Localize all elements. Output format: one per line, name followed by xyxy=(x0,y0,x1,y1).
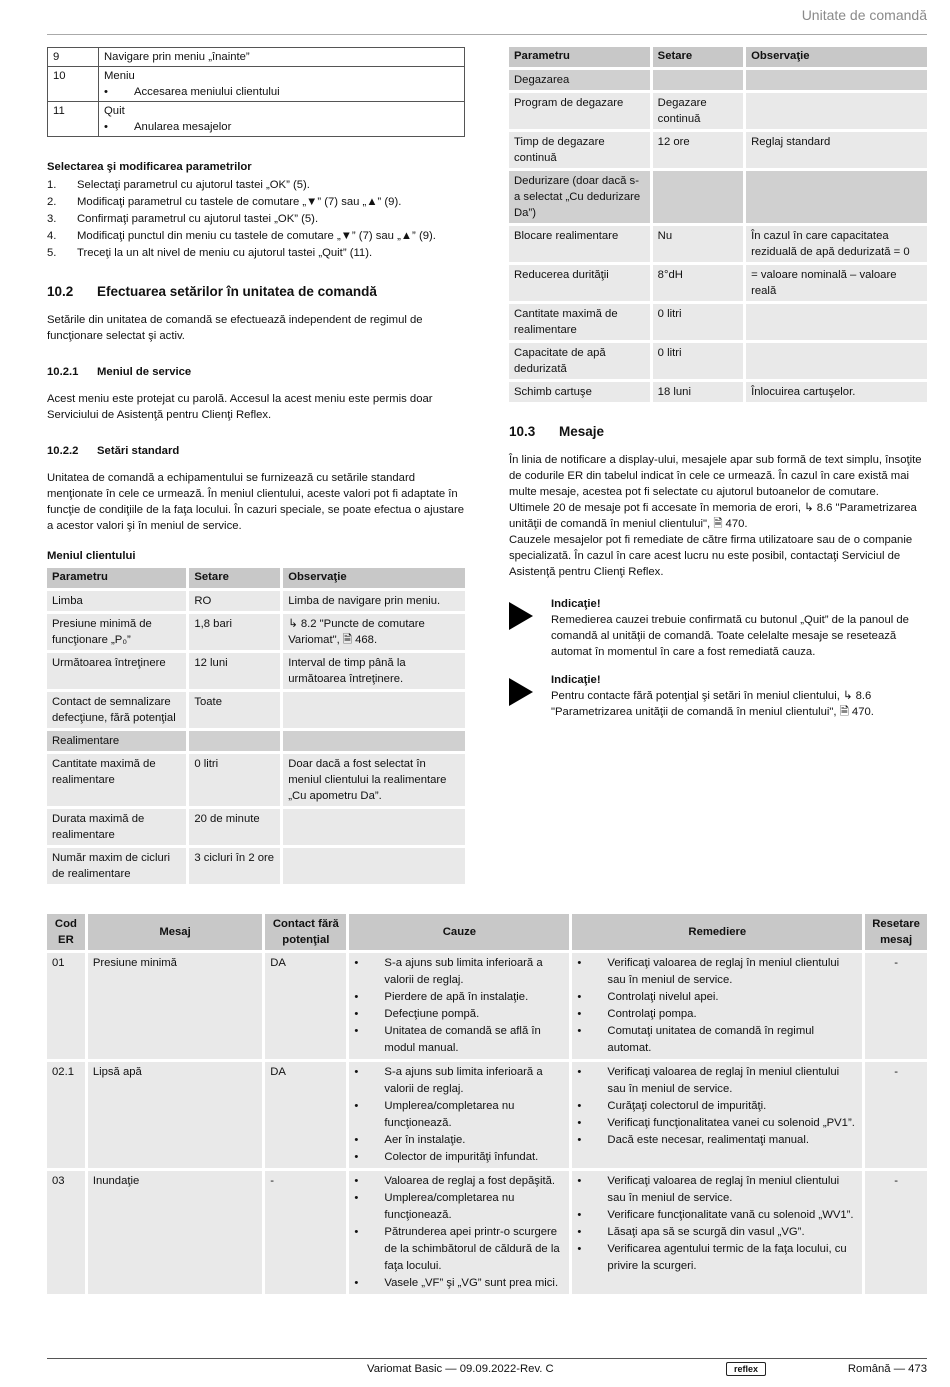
causes-cell xyxy=(349,1171,569,1294)
table-row xyxy=(47,614,465,650)
bullet: • xyxy=(577,957,582,969)
causes-cell xyxy=(349,953,569,1059)
reset-value: - xyxy=(865,1171,927,1294)
table-cell: 0 litri xyxy=(653,304,743,340)
bullet: • xyxy=(577,1226,582,1238)
bullet: • xyxy=(354,1025,359,1037)
table-cell xyxy=(189,731,280,751)
table-subheader-row xyxy=(47,731,465,751)
section-10-2-1-text: Acest meniu este protejat cu parolă. Accesul la acest meniu este permis doar Serviciului de Asistenţă pentru Clienţi Reflex. xyxy=(47,393,433,421)
reset-value: - xyxy=(865,953,927,1059)
list-item xyxy=(354,1275,564,1292)
error-code: 02.1 xyxy=(47,1062,85,1168)
causes-cell xyxy=(349,1062,569,1168)
table-cell: Doar dacă a fost selectat în meniul clientului la realimentare „Cu apometru Da”. xyxy=(283,754,465,806)
causes-list xyxy=(354,955,564,1057)
message-text: Presiune minimă xyxy=(88,953,262,1059)
error-code: 01 xyxy=(47,953,85,1059)
fixes-list xyxy=(577,1064,857,1149)
table-cell: Înlocuirea cartuşelor. xyxy=(746,382,927,402)
section-10-3-heading xyxy=(509,424,927,440)
table-row xyxy=(47,692,465,728)
list-item xyxy=(577,1006,857,1023)
table-cell: 18 luni xyxy=(653,382,743,402)
bullet: • xyxy=(354,1175,359,1187)
list-item xyxy=(354,955,564,989)
table-cell: Cantitate maximă de realimentare xyxy=(47,754,186,806)
client-menu-table xyxy=(44,565,468,887)
list-item xyxy=(577,1132,857,1149)
list-item xyxy=(354,1098,564,1132)
list-item-text: Lăsaţi apa să se scurgă din vasul „VG”. xyxy=(607,1226,805,1238)
table-cell xyxy=(283,809,465,845)
list-item-text: Verificaţi valoarea de reglaj în meniul clientului sau în meniul de service. xyxy=(607,1066,840,1095)
column-header: Setare xyxy=(189,568,280,588)
bullet: • xyxy=(354,1277,359,1289)
bullet: • xyxy=(577,1025,582,1037)
table-cell: Număr maxim de cicluri de realimentare xyxy=(47,848,186,884)
bullet: • xyxy=(577,1117,582,1129)
table-subheader-row xyxy=(509,70,927,90)
bullet: • xyxy=(354,1008,359,1020)
table-cell: Dedurizare (doar dacă s-a selectat „Cu dedurizare Da”) xyxy=(509,171,650,223)
section-10-2-2-text: Unitatea de comandă a echipamentului se furnizează cu setările standard menţionate în cele ce urmează. În meniul clientului, aceste valori pot fi adaptate în funcţie de condiţiile de la faţa locului. În cazuri speciale, se poate efectua o ajustare a acestor valori şi în meniul de service. xyxy=(47,472,464,532)
message-text: Inundaţie xyxy=(88,1171,262,1294)
list-item-text: Pierdere de apă în instalaţie. xyxy=(384,991,529,1003)
client-menu-title: Meniul clientului xyxy=(47,550,136,562)
table-cell: Timp de degazare continuă xyxy=(509,132,650,168)
list-item-text: Pătrunderea apei printr-o scurgere de la schimbătorul de căldură de la faţa locului. xyxy=(384,1226,560,1272)
bullet: • xyxy=(354,1066,359,1078)
steps-list xyxy=(47,177,465,262)
note-box xyxy=(509,596,927,660)
step-item xyxy=(47,228,465,245)
step-item xyxy=(47,211,465,228)
list-item xyxy=(577,1023,857,1057)
list-item-text: Vasele „VF” şi „VG” sunt prea mici. xyxy=(384,1277,559,1289)
step-text: Treceţi la un alt nivel de meniu cu ajutorul tastei „Quit” (11). xyxy=(77,247,373,259)
table-cell: Durata maximă de realimentare xyxy=(47,809,186,845)
column-header: Contact fără potenţial xyxy=(265,914,346,950)
table-row xyxy=(509,343,927,379)
table-cell: RO xyxy=(189,591,280,611)
messages-table-wrap xyxy=(47,914,927,1294)
bullet: • xyxy=(354,1100,359,1112)
contact-value: DA xyxy=(265,953,346,1059)
column-header: Cauze xyxy=(349,914,569,950)
table-cell: Capacitate de apă dedurizată xyxy=(509,343,650,379)
list-item xyxy=(577,1064,857,1098)
table-cell xyxy=(283,692,465,728)
table-cell: 20 de minute xyxy=(189,809,280,845)
list-item-text: Verificare funcţionalitate vană cu solenoid „WV1”. xyxy=(607,1209,854,1221)
table-cell: Degazare continuă xyxy=(653,93,743,129)
running-header: Unitate de comandă xyxy=(801,7,927,23)
step-text: Modificaţi parametrul cu tastele de comutare „▼” (7) sau „▲” (9). xyxy=(77,196,402,208)
contact-value: DA xyxy=(265,1062,346,1168)
list-item-text: Unitatea de comandă se află în modul manual. xyxy=(384,1025,541,1054)
table-cell: Nu xyxy=(653,226,743,262)
list-item-text: S-a ajuns sub limita inferioară a valorii de reglaj. xyxy=(384,1066,543,1095)
note-title: Indicaţie! xyxy=(551,674,601,686)
table-cell: 0 litri xyxy=(189,754,280,806)
note-text: Pentru contacte fără potenţial şi setări în meniul clientului, ↳ 8.6 "Parametrizarea unităţii de comandă în meniul clientului", 🗎 470. xyxy=(551,690,874,718)
key-table xyxy=(47,47,465,137)
messages-paragraph-3: Cauzele mesajelor pot fi remediate de către firma utilizatoare sau de o companie specializată. În cazul în care acest lucru nu este posibil, contactaţi Serviciul de Asistenţă pentru Clienţi Reflex. xyxy=(509,534,913,578)
arrow-icon xyxy=(509,672,551,720)
section-10-2-heading xyxy=(47,284,465,300)
list-item-text: Aer în instalaţie. xyxy=(384,1134,466,1146)
table-cell xyxy=(283,848,465,884)
step-item xyxy=(47,177,465,194)
table-cell: Interval de timp până la următoarea întreţinere. xyxy=(283,653,465,689)
step-text: Modificaţi punctul din meniu cu tastele de comutare „▼” (7) sau „▲” (9). xyxy=(77,230,436,242)
messages-table xyxy=(44,911,930,1297)
table-cell xyxy=(746,304,927,340)
list-item-text: Controlaţi nivelul apei. xyxy=(607,991,719,1003)
key-sub-text: Anularea mesajelor xyxy=(134,121,232,133)
bullet: • xyxy=(577,1175,582,1187)
section-title: Mesaje xyxy=(559,424,605,439)
bullet: • xyxy=(354,957,359,969)
section-10-2-text: Setările din unitatea de comandă se efectuează independent de regimul de funcţionare selectat şi activ. xyxy=(47,314,423,342)
column-header: Setare xyxy=(653,47,743,67)
list-item-text: S-a ajuns sub limita inferioară a valorii de reglaj. xyxy=(384,957,543,986)
table-cell: 8°dH xyxy=(653,265,743,301)
message-text: Lipsă apă xyxy=(88,1062,262,1168)
bullet: • xyxy=(104,121,108,133)
table-row xyxy=(509,226,927,262)
list-item xyxy=(354,989,564,1006)
table-cell xyxy=(746,343,927,379)
table-cell: Schimb cartuşe xyxy=(509,382,650,402)
column-header: Parametru xyxy=(47,568,186,588)
causes-list xyxy=(354,1173,564,1292)
list-item xyxy=(577,1098,857,1115)
list-item-text: Colector de impurităţi înfundat. xyxy=(384,1151,539,1163)
table-cell: 12 ore xyxy=(653,132,743,168)
degassing-table xyxy=(506,44,930,405)
footer-rule xyxy=(47,1358,927,1359)
list-item-text: Valoarea de reglaj a fost depăşită. xyxy=(384,1175,556,1187)
key-sub-text: Accesarea meniului clientului xyxy=(134,86,280,98)
list-item xyxy=(354,1132,564,1149)
table-row xyxy=(47,809,465,845)
list-item xyxy=(354,1006,564,1023)
list-item xyxy=(354,1064,564,1098)
list-item xyxy=(577,1207,857,1224)
note-text: Remedierea cauzei trebuie confirmată cu butonul „Quit” de la panoul de comandă al unităţii de comandă. Toate celelalte mesaje se resetează automat în momentul în care a fost remediată cauza. xyxy=(551,614,909,658)
step-item xyxy=(47,194,465,211)
key-sub-item xyxy=(104,119,459,135)
table-cell xyxy=(653,70,743,90)
table-header-row xyxy=(509,47,927,67)
key-number: 9 xyxy=(48,48,99,67)
fixes-cell xyxy=(572,1062,862,1168)
list-item xyxy=(354,1224,564,1275)
section-title: Efectuarea setărilor în unitatea de comandă xyxy=(97,284,377,299)
table-cell: Contact de semnalizare defecţiune, fără potenţial xyxy=(47,692,186,728)
bullet: • xyxy=(354,1226,359,1238)
column-header: Cod ER xyxy=(47,914,85,950)
right-column xyxy=(509,47,927,720)
note-box xyxy=(509,672,927,720)
messages-paragraph-1: În linia de notificare a display-ului, mesajele apar sub formă de text simplu, însoţite de codurile ER din tabelul indicat în cele ce urmează. În cazul în care există mai multe mesaje, acestea pot fi selectate cu ajutorul butoanelor de comutare. xyxy=(509,454,922,498)
section-number: 10.3 xyxy=(509,424,536,439)
step-item xyxy=(47,245,465,262)
table-cell xyxy=(653,171,743,223)
column-header: Remediere xyxy=(572,914,862,950)
key-description xyxy=(99,102,465,137)
list-item xyxy=(354,1173,564,1190)
table-cell: Presiune minimă de funcţionare „P₀” xyxy=(47,614,186,650)
table-row xyxy=(509,304,927,340)
list-item-text: Verificarea agentului termic de la faţa locului, cu privire la scurgeri. xyxy=(607,1243,847,1272)
section-title: Setări standard xyxy=(97,445,180,457)
table-row xyxy=(47,591,465,611)
bullet: • xyxy=(104,86,108,98)
bullet: • xyxy=(577,1243,582,1255)
reset-value: - xyxy=(865,1062,927,1168)
table-cell: Reducerea durităţii xyxy=(509,265,650,301)
table-row xyxy=(47,754,465,806)
column-header: Observaţie xyxy=(283,568,465,588)
bullet: • xyxy=(577,1066,582,1078)
table-cell: Limba de navigare prin meniu. xyxy=(283,591,465,611)
list-item xyxy=(577,1224,857,1241)
fixes-list xyxy=(577,1173,857,1275)
key-label: Quit xyxy=(104,105,125,117)
bullet: • xyxy=(354,1151,359,1163)
bullet: • xyxy=(354,991,359,1003)
column-header: Parametru xyxy=(509,47,650,67)
list-item xyxy=(354,1190,564,1224)
table-cell xyxy=(746,171,927,223)
bullet: • xyxy=(577,1008,582,1020)
table-cell xyxy=(283,731,465,751)
table-row xyxy=(47,953,927,1059)
list-item-text: Verificaţi valoarea de reglaj în meniul clientului sau în meniul de service. xyxy=(607,957,840,986)
bullet: • xyxy=(577,991,582,1003)
key-sub-item xyxy=(104,84,459,100)
column-header: Observaţie xyxy=(746,47,927,67)
step-number: 4. xyxy=(47,230,57,242)
list-item xyxy=(354,1023,564,1057)
contact-value: - xyxy=(265,1171,346,1294)
key-label: Navigare prin meniu „înainte” xyxy=(104,51,250,63)
select-title: Selectarea şi modificarea parametrilor xyxy=(47,161,252,173)
key-description xyxy=(99,48,465,67)
key-row xyxy=(48,48,465,67)
table-cell: = valoare nominală – valoare reală xyxy=(746,265,927,301)
reflex-logo: reflex xyxy=(726,1362,766,1376)
step-text: Selectaţi parametrul cu ajutorul tastei „OK” (5). xyxy=(77,179,310,191)
table-cell: 12 luni xyxy=(189,653,280,689)
table-row xyxy=(47,848,465,884)
list-item-text: Curăţaţi colectorul de impurităţi. xyxy=(607,1100,767,1112)
list-item-text: Umplerea/completarea nu funcţionează. xyxy=(384,1100,515,1129)
table-row xyxy=(509,265,927,301)
table-cell: Toate xyxy=(189,692,280,728)
table-row xyxy=(509,382,927,402)
section-title: Meniul de service xyxy=(97,366,192,378)
error-code: 03 xyxy=(47,1171,85,1294)
table-cell: 1,8 bari xyxy=(189,614,280,650)
table-cell: Program de degazare xyxy=(509,93,650,129)
bullet: • xyxy=(354,1192,359,1204)
table-cell: Degazarea xyxy=(509,70,650,90)
left-column xyxy=(47,47,465,884)
fixes-cell xyxy=(572,1171,862,1294)
bullet: • xyxy=(577,1209,582,1221)
table-row xyxy=(47,653,465,689)
table-cell: Cantitate maximă de realimentare xyxy=(509,304,650,340)
table-row xyxy=(47,1171,927,1294)
table-cell: Următoarea întreţinere xyxy=(47,653,186,689)
list-item-text: Controlaţi pompa. xyxy=(607,1008,697,1020)
table-cell: 0 litri xyxy=(653,343,743,379)
footer-doc: Variomat Basic — 09.09.2022-Rev. C xyxy=(367,1363,554,1375)
table-cell: Limba xyxy=(47,591,186,611)
footer-page: Română — 473 xyxy=(847,1363,927,1375)
step-text: Confirmaţi parametrul cu ajutorul tastei „OK” (5). xyxy=(77,213,319,225)
table-cell xyxy=(746,70,927,90)
table-row xyxy=(47,1062,927,1168)
causes-list xyxy=(354,1064,564,1166)
step-number: 5. xyxy=(47,247,57,259)
list-item xyxy=(577,1241,857,1275)
step-number: 1. xyxy=(47,179,57,191)
key-row xyxy=(48,102,465,137)
list-item xyxy=(577,955,857,989)
list-item xyxy=(577,1115,857,1132)
bullet: • xyxy=(577,1100,582,1112)
list-item-text: Dacă este necesar, realimentaţi manual. xyxy=(607,1134,809,1146)
header-rule xyxy=(47,34,927,35)
bullet: • xyxy=(354,1134,359,1146)
section-10-2-2-heading xyxy=(47,443,465,459)
table-cell xyxy=(746,93,927,129)
table-cell: 3 cicluri în 2 ore xyxy=(189,848,280,884)
list-item-text: Verificaţi valoarea de reglaj în meniul clientului sau în meniul de service. xyxy=(607,1175,840,1204)
step-number: 3. xyxy=(47,213,57,225)
messages-paragraph-2: Ultimele 20 de mesaje pot fi accesate în memoria de erori, ↳ 8.6 "Parametrizarea unităţii de comandă în meniul clientului", 🗎 470. xyxy=(509,502,917,530)
table-cell: Reglaj standard xyxy=(746,132,927,168)
list-item xyxy=(354,1149,564,1166)
table-cell: Realimentare xyxy=(47,731,186,751)
table-header-row xyxy=(47,568,465,588)
table-row xyxy=(509,93,927,129)
list-item-text: Comutaţi unitatea de comandă în regimul automat. xyxy=(607,1025,815,1054)
key-number: 10 xyxy=(48,67,99,102)
key-description xyxy=(99,67,465,102)
list-item xyxy=(577,989,857,1006)
section-number: 10.2 xyxy=(47,284,74,299)
column-header: Mesaj xyxy=(88,914,262,950)
table-row xyxy=(509,132,927,168)
key-label: Meniu xyxy=(104,70,135,82)
list-item-text: Umplerea/completarea nu funcţionează. xyxy=(384,1192,515,1221)
note-title: Indicaţie! xyxy=(551,598,601,610)
list-item xyxy=(577,1173,857,1207)
fixes-cell xyxy=(572,953,862,1059)
table-cell: În cazul în care capacitatea reziduală de apă dedurizată = 0 xyxy=(746,226,927,262)
table-cell: ↳ 8.2 "Puncte de comutare Variomat", 🗎 468. xyxy=(283,614,465,650)
table-header-row xyxy=(47,914,927,950)
step-number: 2. xyxy=(47,196,57,208)
key-number: 11 xyxy=(48,102,99,137)
list-item-text: Defecţiune pompă. xyxy=(384,1008,480,1020)
column-header: Resetare mesaj xyxy=(865,914,927,950)
fixes-list xyxy=(577,955,857,1057)
list-item-text: Verificaţi funcţionalitatea vanei cu solenoid „PV1”. xyxy=(607,1117,855,1129)
section-10-2-1-heading xyxy=(47,364,465,380)
section-number: 10.2.2 xyxy=(47,445,79,457)
table-subheader-row xyxy=(509,171,927,223)
table-cell: Blocare realimentare xyxy=(509,226,650,262)
key-row xyxy=(48,67,465,102)
bullet: • xyxy=(577,1134,582,1146)
section-number: 10.2.1 xyxy=(47,366,79,378)
arrow-icon xyxy=(509,596,551,660)
